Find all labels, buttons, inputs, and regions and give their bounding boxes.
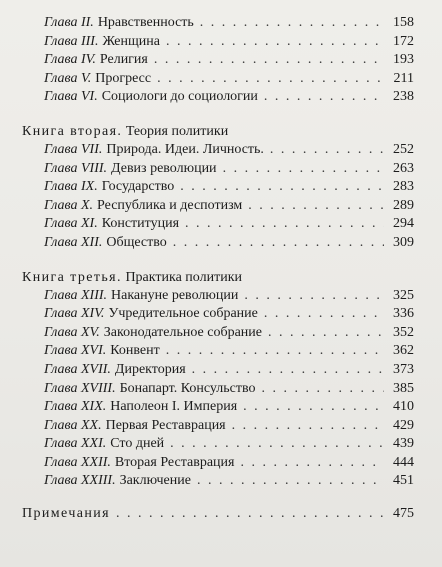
section-gap [22, 107, 414, 122]
toc-entry [22, 435, 414, 454]
chapter-label: Глава VI. [44, 89, 98, 105]
page-number: 373 [393, 361, 414, 377]
chapter-label: Глава XIII. [44, 287, 108, 303]
toc-entry [22, 324, 414, 343]
chapter-title: Конвент [110, 343, 160, 359]
toc-entry [22, 215, 414, 234]
chapter-title: Общество [106, 234, 167, 250]
toc-entry [22, 178, 414, 197]
leader-dots [264, 305, 384, 324]
toc-section-book2 [22, 122, 414, 253]
section-gap [22, 253, 414, 268]
chapter-title: Социологи до социологии [101, 89, 258, 105]
chapter-label: Глава VIII. [44, 160, 108, 176]
page-number: 283 [393, 179, 414, 195]
toc-entry-notes [22, 505, 414, 524]
leader-dots [173, 234, 384, 253]
leader-dots [180, 178, 384, 197]
chapter-label: Глава XI. [44, 216, 98, 232]
chapter-title: Директория [114, 361, 186, 377]
page-number: 294 [393, 216, 414, 232]
chapter-label: Глава XXIII. [44, 473, 116, 489]
chapter-label: Глава XX. [44, 417, 102, 433]
page-number: 172 [393, 33, 414, 49]
toc-entry [22, 361, 414, 380]
chapter-title: Женщина [102, 33, 160, 49]
page-number: 385 [393, 380, 414, 396]
page-number: 429 [393, 417, 414, 433]
book-heading [22, 268, 414, 287]
toc-entry [22, 417, 414, 436]
toc-entry [22, 234, 414, 253]
leader-dots [170, 435, 384, 454]
chapter-title: Учредительное собрание [108, 306, 258, 322]
leader-dots [248, 197, 384, 216]
chapter-title: Первая Реставрация [105, 417, 226, 433]
leader-dots [270, 141, 384, 160]
leader-dots [192, 361, 384, 380]
page-number: 263 [393, 160, 414, 176]
chapter-title: Государство [101, 179, 175, 195]
toc-entry [22, 160, 414, 179]
chapter-label: Глава V. [44, 70, 92, 86]
leader-dots [166, 342, 384, 361]
chapter-label: Глава X. [44, 197, 94, 213]
chapter-label: Глава II. [44, 15, 94, 30]
page-number: 193 [393, 52, 414, 68]
section-gap [22, 491, 414, 505]
leader-dots [240, 454, 384, 473]
toc-entry [22, 197, 414, 216]
leader-dots [200, 14, 384, 33]
chapter-title: Природа. Идеи. Личность. [106, 141, 264, 157]
notes-title: Примечания [22, 506, 111, 522]
chapter-title: Конституция [101, 216, 180, 232]
chapter-label: Глава XXII. [44, 454, 111, 470]
toc-entry [22, 454, 414, 473]
book-label: Книга вторая. [22, 123, 123, 139]
toc-entry [22, 33, 414, 52]
toc-entry [22, 70, 414, 89]
leader-dots [264, 88, 384, 107]
leader-dots [268, 324, 384, 343]
chapter-title: Вторая Реставрация [114, 454, 235, 470]
chapter-label: Глава III. [44, 33, 99, 49]
chapter-title: Религия [99, 52, 148, 68]
page-number: 211 [393, 70, 414, 86]
leader-dots [116, 505, 384, 524]
toc-entry [22, 51, 414, 70]
chapter-label: Глава IX. [44, 179, 98, 195]
chapter-label: Глава XIV. [44, 306, 105, 322]
chapter-title: Накануне революции [111, 287, 239, 303]
leader-dots [197, 472, 384, 491]
toc-entry [22, 287, 414, 306]
chapter-label: Глава VII. [44, 141, 103, 157]
toc-entry [22, 88, 414, 107]
leader-dots [157, 70, 384, 89]
chapter-label: Глава XXI. [44, 436, 107, 452]
book-title: Теория политики [125, 123, 229, 139]
page-number: 451 [393, 473, 414, 489]
toc-entry [22, 141, 414, 160]
chapter-label: Глава IV. [44, 52, 96, 68]
leader-dots [262, 380, 385, 399]
page-number: 325 [393, 287, 414, 303]
page-number: 362 [393, 343, 414, 359]
table-of-contents [22, 14, 414, 524]
toc-entry [22, 380, 414, 399]
toc-entry [22, 14, 414, 33]
page-number: 289 [393, 197, 414, 213]
chapter-title: Нравственность [97, 15, 194, 30]
page-number: 439 [393, 436, 414, 452]
toc-entry [22, 342, 414, 361]
leader-dots [185, 215, 384, 234]
book-heading [22, 122, 414, 141]
page-number: 444 [393, 454, 414, 470]
book-title: Практика политики [125, 269, 242, 285]
page-number: 309 [393, 234, 414, 250]
chapter-label: Глава XIX. [44, 399, 107, 415]
page-number: 336 [393, 306, 414, 322]
leader-dots [166, 33, 384, 52]
chapter-title: Республика и деспотизм [97, 197, 243, 213]
chapter-title: Заключение [119, 473, 191, 489]
chapter-title: Сто дней [110, 436, 165, 452]
chapter-title: Девиз революции [111, 160, 217, 176]
leader-dots [154, 51, 384, 70]
page-number: 410 [393, 399, 414, 415]
leader-dots [223, 160, 384, 179]
page-number: 252 [393, 141, 414, 157]
chapter-title: Наполеон I. Империя [110, 399, 238, 415]
leader-dots [244, 287, 384, 306]
chapter-title: Законодательное собрание [103, 324, 262, 340]
chapter-title: Бонапарт. Консульство [119, 380, 256, 396]
toc-entry [22, 398, 414, 417]
leader-dots [232, 417, 384, 436]
page-number: 158 [393, 15, 414, 30]
page-number: 238 [393, 89, 414, 105]
toc-entry [22, 305, 414, 324]
chapter-label: Глава XVII. [44, 361, 111, 377]
chapter-label: Глава XII. [44, 234, 103, 250]
toc-entry [22, 472, 414, 491]
book-label: Книга третья. [22, 269, 122, 285]
toc-section-book3 [22, 268, 414, 492]
leader-dots [243, 398, 384, 417]
page-number: 352 [393, 324, 414, 340]
toc-section-part1 [22, 14, 414, 107]
page-number: 475 [393, 506, 414, 522]
chapter-label: Глава XVI. [44, 343, 107, 359]
chapter-label: Глава XV. [44, 324, 100, 340]
chapter-title: Прогресс [95, 70, 152, 86]
chapter-label: Глава XVIII. [44, 380, 116, 396]
